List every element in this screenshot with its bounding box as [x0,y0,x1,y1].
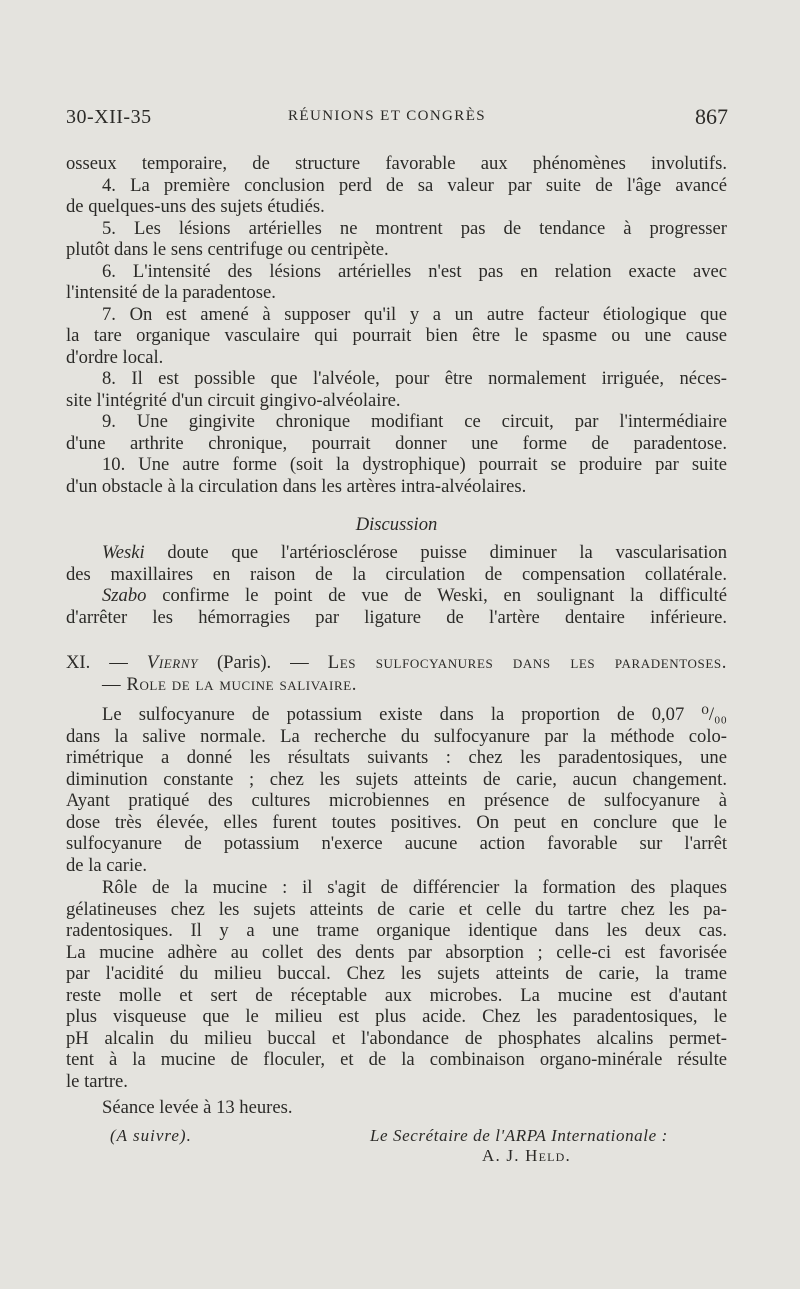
list-item: 10. Une autre forme (soit la dystrophique) pourrait se produire par suite [102,454,727,475]
discussion-paragraphs [66,542,727,628]
text-line: radentosiques. Il y a une trame organique identique dans les deux cas. [66,920,727,941]
text-line: sulfocyanure de potassium n'exerce aucune action favorable sur l'arrêt [66,833,727,854]
header-date: 30-XII-35 [66,106,152,128]
body-paragraph [66,877,727,1092]
text-line: plutôt dans le sens centrifuge ou centripète. [66,239,389,260]
section-title-line: — Role de la mucine salivaire. [102,673,358,695]
author-name: Vierny [146,652,198,673]
list-item: 4. La première conclusion perd de sa valeur par suite de l'âge avancé [102,174,727,196]
to-be-continued: (A suivre). [110,1126,192,1145]
discussion-line: des maxillaires en raison de la circulation de compensation collatérale. [66,563,727,585]
text-line: osseux temporaire, de structure favorable aux phénomènes involutifs. [66,153,727,174]
speaker-name: Weski [102,542,145,563]
discussion-line: d'arrêter les hémorragies par ligature de l'artère dentaire inférieure. [66,606,727,628]
running-header [66,106,728,136]
text-line: site l'intégrité d'un circuit gingivo-alvéolaire. [66,389,401,411]
speaker-name: Szabo [102,585,147,606]
section-title: Les sulfocyanures dans les paradentoses. [327,652,727,673]
text-line: d'ordre local. [66,346,164,368]
list-item: 6. L'intensité des lésions artérielles n'est pas en relation exacte avec [102,260,727,282]
author-place: (Paris). — [197,652,328,673]
conclusions-list [66,153,727,497]
text-line: La mucine adhère au collet des dents par absorption ; celle-ci est favorisée [66,941,727,963]
text-line: le tartre. [66,1070,128,1092]
list-item: 8. Il est possible que l'alvéole, pour être normalement irriguée, néces- [102,368,727,389]
section-numeral: XI. — [66,652,147,673]
discussion-text: doute que l'artériosclérose puisse diminuer la vascularisation [144,542,727,563]
text-line: par l'acidité du milieu buccal. Chez les sujets atteints de carie, la trame [66,963,727,984]
section-title-line [66,652,727,674]
secretary-title: Le Secrétaire de l'ARPA Internationale : [370,1126,668,1145]
header-section-title: RÉUNIONS ET CONGRÈS [288,108,487,124]
text-line: pH alcalin du milieu buccal et l'abondance de phosphates alcalins permet- [66,1027,727,1049]
text-line: l'intensité de la paradentose. [66,282,276,303]
list-item: 7. On est amené à supposer qu'il y a un autre facteur étiologique que [102,303,727,325]
text-line: dose très élevée, elles furent toutes positives. On peut en conclure que le [66,811,727,833]
text-line: diminution constante ; chez les sujets atteints de carie, aucun changement. [66,768,727,790]
text-line: tent à la mucine de floculer, et de la combinaison organo-minérale résulte [66,1049,727,1070]
text-line: dans la salive normale. La recherche du sulfocyanure par la méthode colo- [66,725,727,747]
text-line: de quelques-uns des sujets étudiés. [66,196,325,217]
secretary-signature: A. J. Held. [482,1146,571,1165]
discussion-line [66,542,727,564]
page-number: 867 [695,104,728,129]
text-line: de la carie. [66,854,148,876]
text-line: la tare organique vasculaire qui pourrait bien être le spasme ou une cause [66,325,727,346]
text-line: Le sulfocyanure de potassium existe dans la proportion de 0,07 ⁰/₀₀ [102,704,727,725]
discussion-text: confirme le point de vue de Weski, en soulignant la difficulté [146,585,727,606]
list-item: 9. Une gingivite chronique modifiant ce circuit, par l'intermédiaire [102,411,727,432]
session-closed: Séance levée à 13 heures. [102,1097,293,1118]
text-line: d'un obstacle à la circulation dans les artères intra-alvéolaires. [66,475,527,497]
section-heading [66,652,727,695]
discussion-heading: Discussion [355,514,438,535]
text-line: Rôle de la mucine : il s'agit de différencier la formation des plaques [102,877,727,898]
discussion-line [66,585,727,607]
text-line: rimétrique a donné les résultats suivants : chez les paradentosiques, une [66,747,727,768]
text-line: d'une arthrite chronique, pourrait donner une forme de paradentose. [66,432,727,454]
text-line: gélatineuses chez les sujets atteints de carie et celle du tartre chez les pa- [66,898,727,920]
text-line: plus visqueuse que le milieu est plus acide. Chez les paradentosiques, le [66,1006,727,1027]
list-item: 5. Les lésions artérielles ne montrent pas de tendance à progresser [102,217,727,239]
body-paragraph [66,704,727,876]
text-line: Ayant pratiqué des cultures microbiennes en présence de sulfocyanure à [66,790,727,811]
text-line: reste molle et sert de réceptable aux microbes. La mucine est d'autant [66,984,727,1006]
